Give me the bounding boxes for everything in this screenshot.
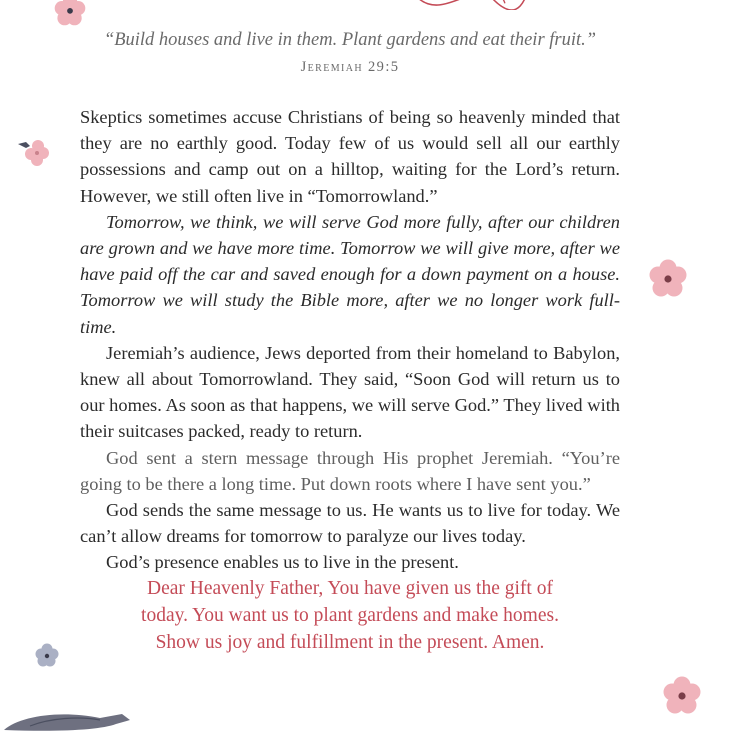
paragraph: Tomorrow, we think, we will serve God more fully, after our children are grown and we have more time. Tomorrow we will give more, after we have paid off the car and saved enough for a down payment on a house. Tomorrow we will study the Bible more, after we no longer work full-time. xyxy=(80,211,620,337)
flower-icon xyxy=(662,675,702,715)
prayer xyxy=(80,575,620,656)
paragraph: God sends the same message to us. He wants us to live for today. We can’t allow dreams for tomorrow to paralyze our lives today. xyxy=(80,500,620,547)
flower-icon xyxy=(648,258,688,298)
paragraph: God’s presence enables us to live in the present. xyxy=(106,552,459,573)
flower-icon xyxy=(34,642,60,668)
paragraph: Skeptics sometimes accuse Christians of being so heavenly minded that they are no earthly good. Today few of us would sell all our earthly possessions and camp out on a hilltop, waiting for the Lord’s return. However, we still often live in “Tomorrowland.” xyxy=(80,107,620,206)
prayer-line: Dear Heavenly Father, You have given us the gift of xyxy=(147,578,553,599)
flower-icon xyxy=(52,0,88,28)
paragraph: God sent a stern message through His prophet Jeremiah. “You’re going to be there a long time. Put down roots where I have sent you.” xyxy=(80,447,620,494)
scripture-reference: Jeremiah 29:5 xyxy=(300,59,400,75)
bird-icon xyxy=(16,136,50,168)
bird-icon xyxy=(0,708,132,732)
prayer-line: today. You want us to plant gardens and make homes. xyxy=(141,605,559,626)
devotional-body xyxy=(80,104,620,576)
paragraph: Jeremiah’s audience, Jews deported from their homeland to Babylon, knew all about Tomorrowland. They said, “Soon God will return us to our homes. As soon as that happens, we will serve God.” They lived with their suitcases packed, ready to return. xyxy=(80,342,620,442)
swirl-ornament-icon xyxy=(416,0,532,10)
prayer-line: Show us joy and fulfillment in the present. Amen. xyxy=(155,632,545,653)
epigraph-quote: “Build houses and live in them. Plant gardens and eat their fruit.” xyxy=(103,30,597,50)
